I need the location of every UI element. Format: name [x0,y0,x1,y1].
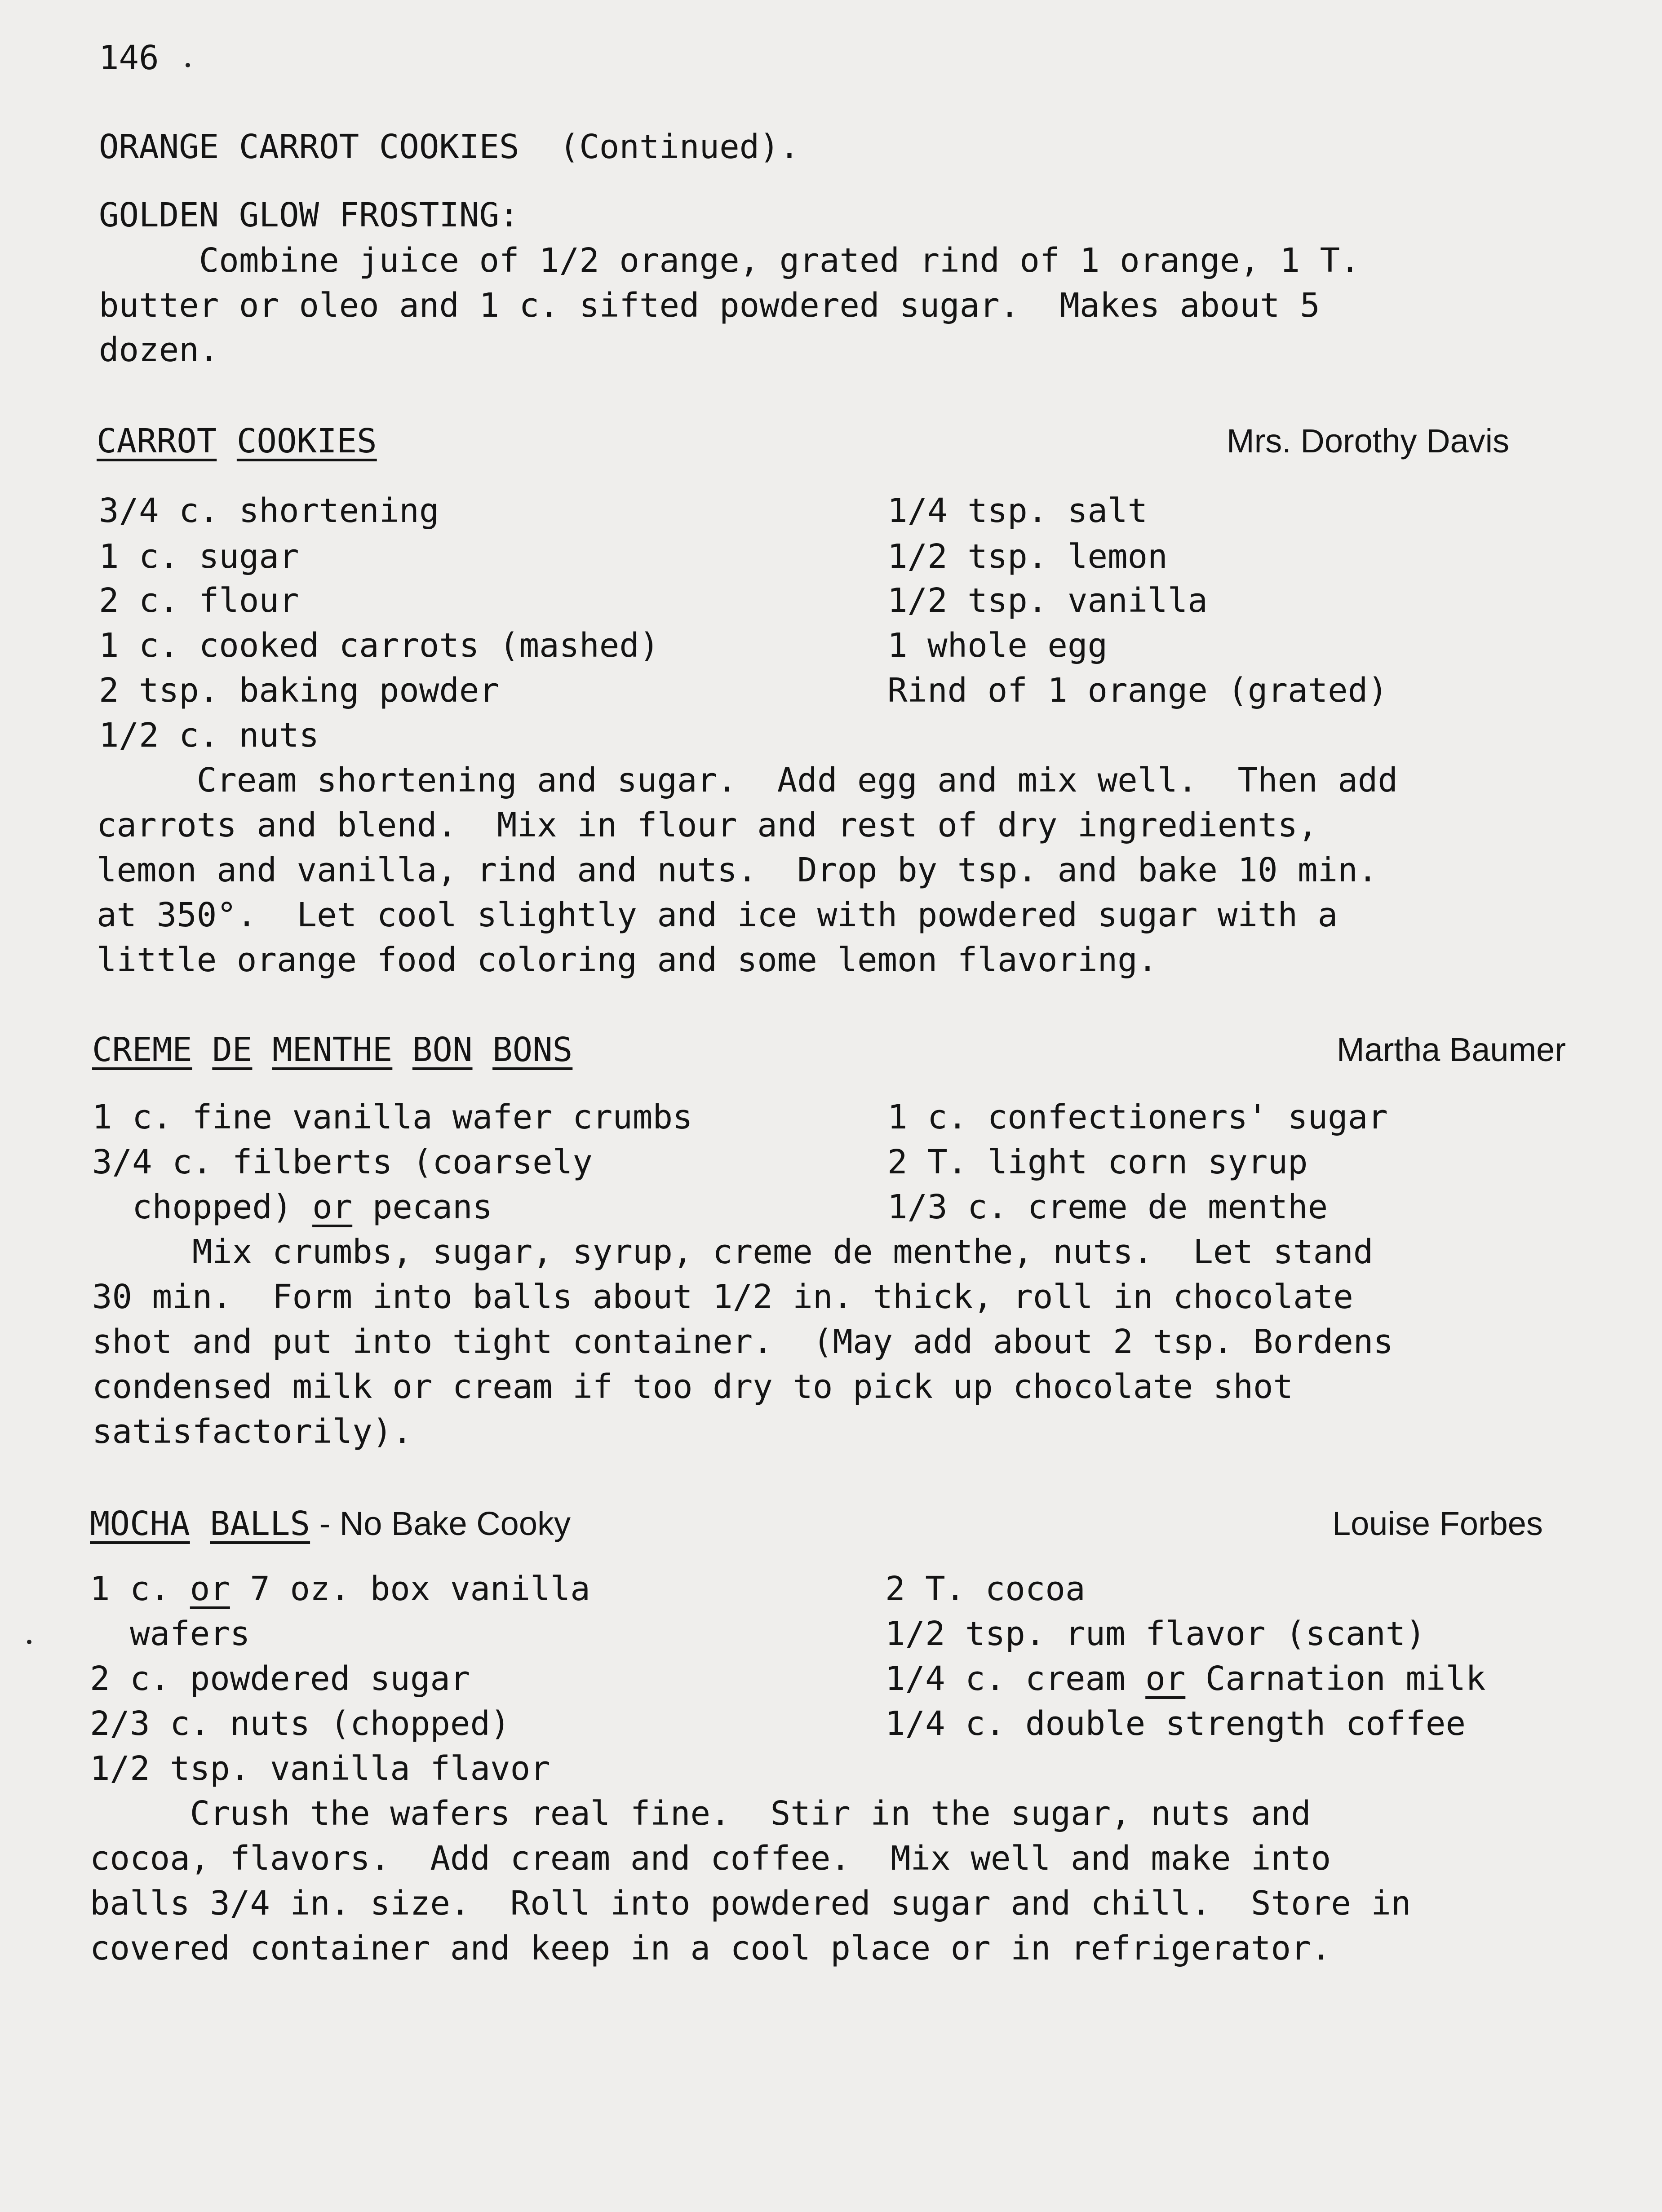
ingredient-left: 3/4 c. filberts (coarsely [92,1143,593,1181]
title-word: CARROT [97,422,217,460]
title-word: CREME [92,1031,192,1069]
mocha-balls-author: Louise Forbes [1332,1505,1543,1542]
ingredient-left: 1 c. sugar [99,537,299,576]
directions-line: lemon and vanilla, rind and nuts. Drop by tsp. and bake 10 min. [97,851,1378,889]
ingredient-right: 1/4 tsp. salt [887,491,1148,530]
directions-line: satisfactorily). [92,1412,412,1451]
ingredient-left: wafers [90,1615,250,1653]
ingredient-right: 1 c. confectioners' sugar [887,1098,1388,1137]
ingredient-left: 1 c. fine vanilla wafer crumbs [92,1098,693,1137]
title-word: BON [412,1031,473,1069]
ingredient-left: 2 c. powdered sugar [90,1659,470,1698]
ingredient-right: 1/2 tsp. rum flavor (scant) [885,1615,1426,1653]
mocha-balls-title [90,1504,571,1543]
directions-line: Mix crumbs, sugar, syrup, creme de menthe, nuts. Let stand [92,1233,1374,1271]
title-word: COOKIES [236,422,377,460]
scan-speck [27,1640,31,1644]
mocha-balls-subtitle: - No Bake Cooky [310,1505,571,1542]
ingredient-left: 1 c. cooked carrots (mashed) [99,626,660,665]
directions-line: shot and put into tight container. (May add about 2 tsp. Bordens [92,1323,1393,1361]
title-word: MENTHE [272,1031,393,1069]
ingredient-text: 7 oz. box vanilla [230,1570,590,1608]
ingredient-left [90,1572,590,1606]
directions-line: condensed milk or cream if too dry to pick up chocolate shot [92,1367,1294,1406]
ingredient-text: Carnation milk [1185,1659,1486,1698]
ingredient-text: 1 c. [90,1570,190,1608]
ingredient-left: 2 c. flour [99,581,299,620]
golden-glow-line: dozen. [99,331,219,369]
ingredient-right: Rind of 1 orange (grated) [887,671,1388,710]
directions-line: at 350°. Let cool slightly and ice with powdered sugar with a [97,896,1338,934]
golden-glow-line: butter or oleo and 1 c. sifted powdered sugar. Makes about 5 [99,286,1320,325]
ingredient-right: 1/2 tsp. lemon [887,537,1168,576]
ingredient-text: pecans [352,1188,493,1226]
ingredient-left [92,1190,492,1224]
ingredient-right [885,1659,1486,1698]
directions-line: balls 3/4 in. size. Roll into powdered sugar and chill. Store in [90,1884,1411,1923]
directions-line: covered container and keep in a cool place or in refrigerator. [90,1929,1331,1968]
golden-glow-line: Combine juice of 1/2 orange, grated rind of 1 orange, 1 T. [99,241,1360,280]
title-word: DE [212,1031,253,1069]
title-word: BALLS [210,1504,310,1543]
or-underlined: or [190,1570,230,1608]
scan-speck [186,63,190,67]
ingredient-left: 3/4 c. shortening [99,491,439,530]
title-word: MOCHA [90,1504,190,1543]
ingredient-right: 1/3 c. creme de menthe [887,1188,1328,1226]
or-underlined: or [312,1188,353,1226]
ingredient-left: 2/3 c. nuts (chopped) [90,1704,510,1743]
carrot-cookies-title [97,422,377,460]
ingredient-left: 1/2 c. nuts [99,716,319,755]
ingredient-right: 1/4 c. double strength coffee [885,1704,1466,1743]
ingredient-right: 2 T. light corn syrup [887,1143,1308,1181]
directions-line: Cream shortening and sugar. Add egg and mix well. Then add [97,761,1398,800]
carrot-cookies-author: Mrs. Dorothy Davis [1227,422,1510,460]
page-number: 146 [99,39,159,77]
title-word: BONS [492,1031,573,1069]
continued-heading: ORANGE CARROT COOKIES (Continued). [99,128,800,166]
ingredient-left: 2 tsp. baking powder [99,671,500,710]
directions-line: cocoa, flavors. Add cream and coffee. Mix well and make into [90,1839,1331,1878]
creme-de-menthe-title [92,1031,573,1069]
golden-glow-title: GOLDEN GLOW FROSTING: [99,196,519,234]
ingredient-right: 2 T. cocoa [885,1570,1086,1608]
ingredient-right: 1 whole egg [887,626,1108,665]
or-underlined: or [1145,1659,1186,1698]
creme-de-menthe-author: Martha Baumer [1337,1031,1566,1068]
directions-line: little orange food coloring and some lemon flavoring. [97,941,1158,979]
directions-line: Crush the wafers real fine. Stir in the sugar, nuts and [90,1794,1311,1833]
ingredient-text: 1/4 c. cream [885,1659,1146,1698]
directions-line: 30 min. Form into balls about 1/2 in. thick, roll in chocolate [92,1278,1353,1316]
directions-line: carrots and blend. Mix in flour and rest of dry ingredients, [97,806,1318,845]
ingredient-left: 1/2 tsp. vanilla flavor [90,1749,550,1788]
ingredient-right: 1/2 tsp. vanilla [887,581,1208,620]
ingredient-text: chopped) [92,1188,313,1226]
